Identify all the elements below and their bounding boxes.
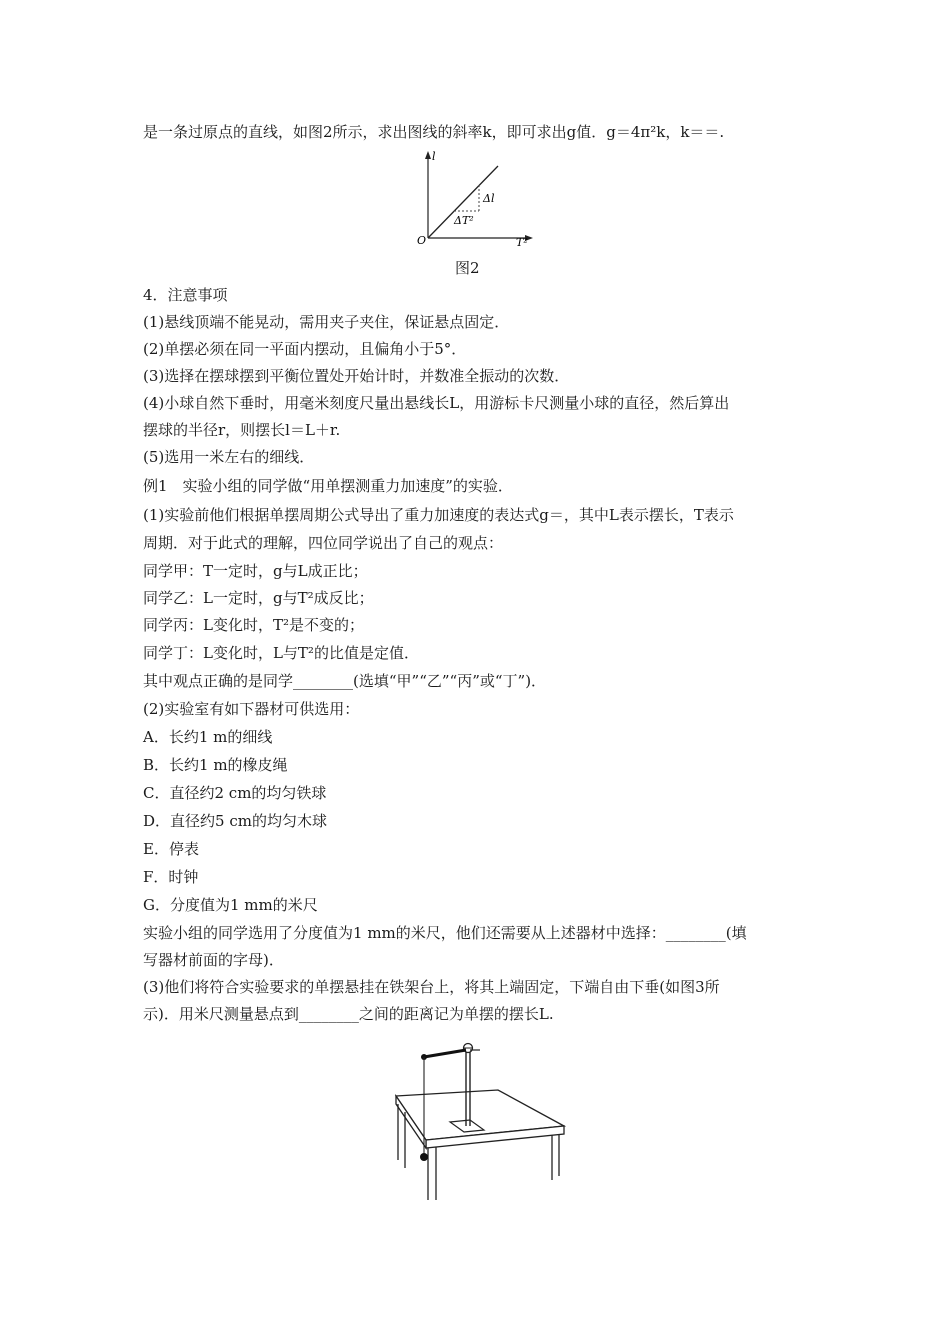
figure-3-pendulum-stand [392, 1040, 572, 1205]
option-d: D．直径约5 cm的均匀木球 [143, 812, 327, 830]
text-line: 同学丁：L变化时，L与T²的比值是定值． [143, 644, 419, 662]
text-line: (2)实验室有如下器材可供选用： [143, 700, 360, 718]
text-line: (3)他们将符合实验要求的单摆悬挂在铁架台上，将其上端固定，下端自由下垂(如图3所 [143, 978, 720, 996]
delta-t-label: ΔT² [454, 214, 474, 227]
text-line: 周期．对于此式的理解，四位同学说出了自己的观点： [143, 534, 504, 552]
option-a: A．长约1 m的细线 [143, 728, 273, 746]
text-line: 实验小组的同学选用了分度值为1 mm的米尺，他们还需要从上述器材中选择：________(填 [143, 924, 747, 942]
delta-l-label: Δl [483, 192, 495, 205]
stand-arm [424, 1050, 466, 1057]
option-b: B．长约1 m的橡皮绳 [143, 756, 288, 774]
option-e: E．停表 [143, 840, 199, 858]
text-line: 摆球的半径r，则摆长l＝L＋r. [143, 421, 341, 439]
figure-2-graph [412, 150, 542, 250]
option-c: C．直径约2 cm的均匀铁球 [143, 784, 327, 802]
option-g: G．分度值为1 mm的米尺 [143, 896, 318, 914]
text-line: (1)悬线顶端不能晃动，需用夹子夹住，保证悬点固定． [143, 313, 510, 331]
y-axis-label: l [432, 150, 436, 163]
x-axis-label: T² [516, 236, 528, 249]
text-line: 其中观点正确的是同学________(选填“甲”“乙”“丙”或“丁”)． [143, 672, 547, 690]
text-line: 同学丙：L变化时，T²是不变的； [143, 616, 364, 634]
figure-2-caption: 图2 [455, 259, 480, 277]
text-line: 同学甲：T一定时，g与L成正比； [143, 562, 368, 580]
text-line: (5)选用一米左右的细线． [143, 448, 315, 466]
example-heading: 例1 实验小组的同学做“用单摆测重力加速度”的实验． [143, 477, 513, 495]
text-line: 写器材前面的字母)． [143, 951, 284, 969]
y-axis-arrow [425, 151, 431, 159]
text-line: (1)实验前他们根据单摆周期公式导出了重力加速度的表达式g＝，其中L表示摆长，T表示 [143, 506, 734, 524]
text-line: 同学乙：L一定时，g与T²成反比； [143, 589, 374, 607]
pendulum-bob [420, 1153, 428, 1161]
text-line: 示)．用米尺测量悬点到________之间的距离记为单摆的摆长L. [143, 1005, 554, 1023]
text-line: (2)单摆必须在同一平面内摆动，且偏角小于5°． [143, 340, 467, 358]
text-line: (4)小球自然下垂时，用毫米刻度尺量出悬线长L，用游标卡尺测量小球的直径，然后算出 [143, 394, 730, 412]
origin-label: O [417, 234, 427, 247]
text-line: (3)选择在摆球摆到平衡位置处开始计时，并数准全振动的次数． [143, 367, 570, 385]
option-f: F．时钟 [143, 868, 199, 886]
text-line: 是一条过原点的直线，如图2所示，求出图线的斜率k，即可求出g值．g＝4π²k，k＝＝. [143, 123, 725, 141]
section-heading: 4．注意事项 [143, 286, 228, 304]
